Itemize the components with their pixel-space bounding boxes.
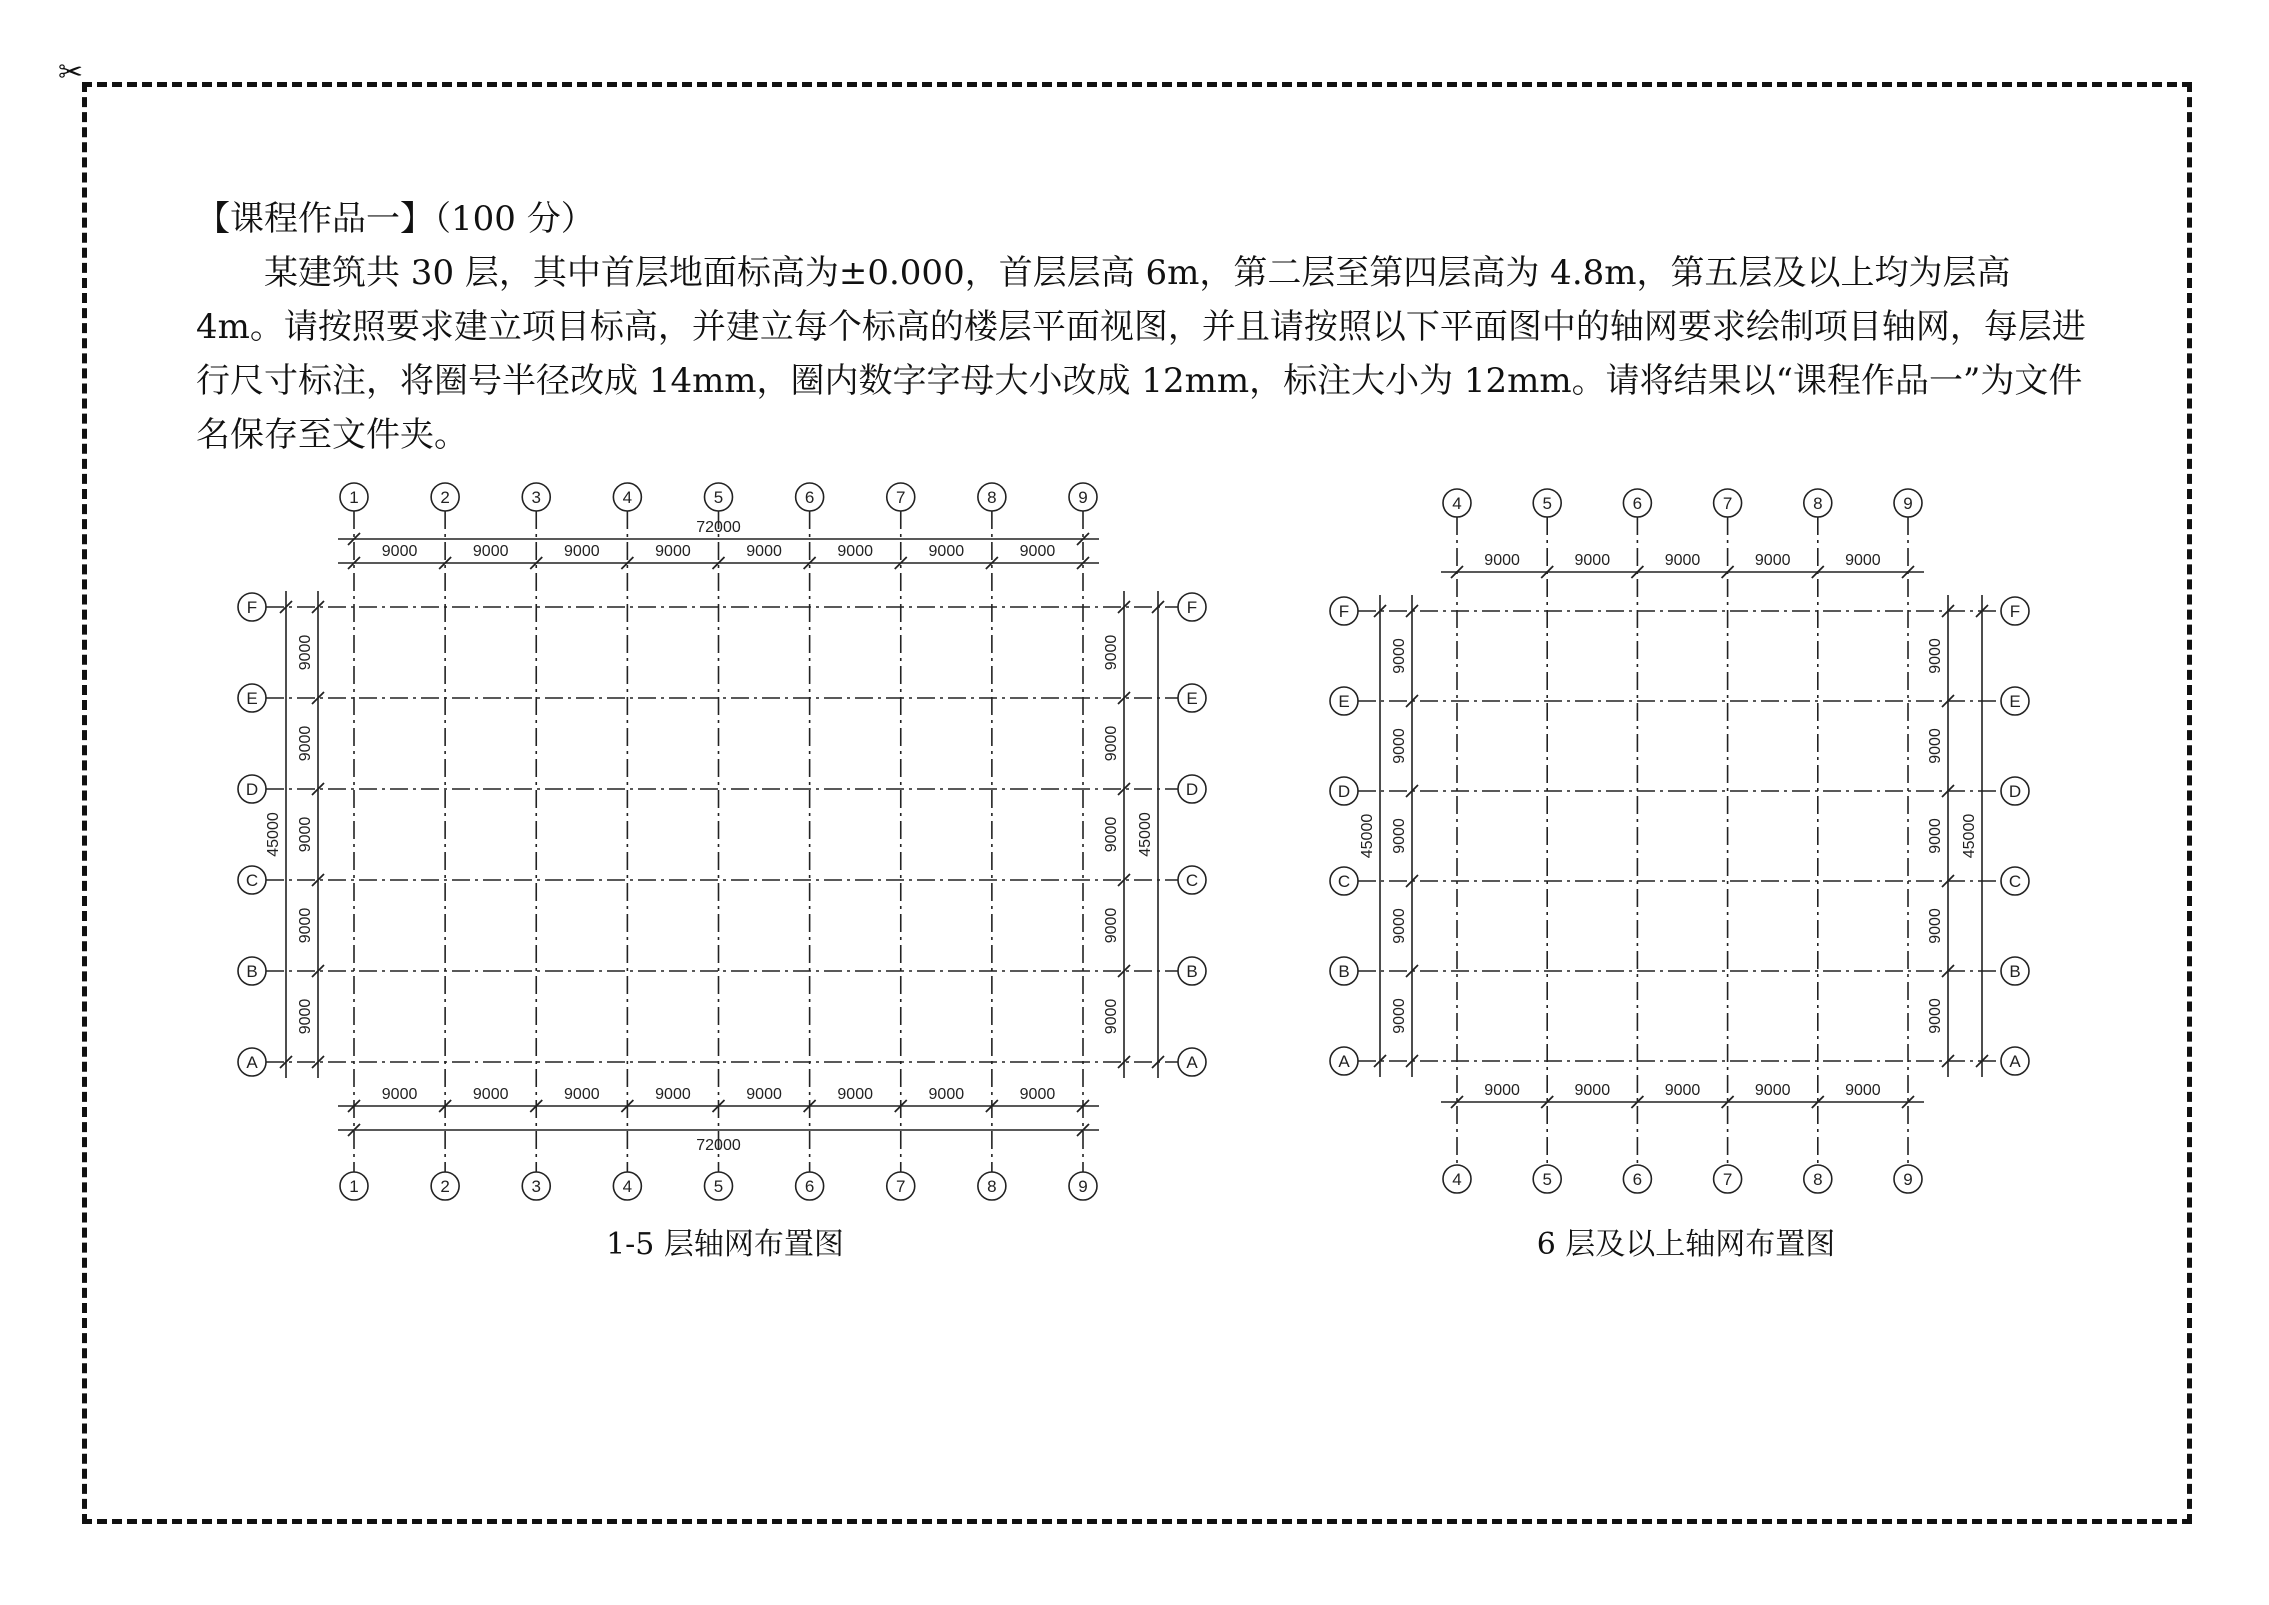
assignment-body: 某建筑共 30 层，其中首层地面标高为±0.000，首层层高 6m，第二层至第四层高为 4.8m，第五层及以上均为层高 4m。请按照要求建立项目标高，并建立每个标高的楼层平面视图，并且请按照以下平面图中的轴网要求绘制项目轴网，每层进行尺寸标注，将圈号半径改成 14mm，圈内数字字母大小改成 12mm，标注大小为 12mm。请将结果以“课程作品一”为文件名保存至文件夹。 <box>196 253 2086 455</box>
plan1-axis-bubble-left-F-label: F <box>1338 602 1350 621</box>
plan0-axis-bubble-left-F-label: F <box>246 598 258 617</box>
plan0-dim-label-right: 9000 <box>1103 634 1120 671</box>
plan1-axis-bubble-bottom-5-label: 5 <box>1542 1170 1552 1189</box>
plan0-dim-label-top: 9000 <box>564 543 600 560</box>
plan1-axis-bubble-bottom-4-label: 4 <box>1452 1170 1462 1189</box>
plan0-axis-bubble-left-C-label: C <box>245 871 259 890</box>
plan0-dim-label-right: 9000 <box>1103 725 1120 762</box>
plan1-dim-label-left: 9000 <box>1391 728 1408 764</box>
plan0-axis-bubble-bottom-7-label: 7 <box>896 1177 906 1196</box>
plan0-dim-label-top: 9000 <box>1019 543 1056 560</box>
plan0-axis-bubble-bottom-6-label: 6 <box>804 1177 815 1196</box>
plan1-total-depth-label-right: 45000 <box>1961 813 1978 859</box>
plan1-dim-label-left: 9000 <box>1391 908 1408 944</box>
plan0-dim-label-bottom: 9000 <box>564 1086 600 1103</box>
plan0-dim-label-left: 9000 <box>297 907 314 944</box>
plan-caption-6-up: 6 层及以上轴网布置图 <box>1536 1227 1836 1262</box>
plan1-axis-bubble-left-A-label: A <box>1338 1052 1350 1071</box>
plan1-axis-bubble-bottom-9-label: 9 <box>1903 1170 1913 1189</box>
plan0-axis-bubble-bottom-2-label: 2 <box>440 1177 450 1196</box>
plan0-axis-bubble-right-C-label: C <box>1185 871 1199 890</box>
plan1-axis-bubble-right-A-label: A <box>2009 1052 2021 1071</box>
assignment-title: 【课程作品一】（100 分） <box>196 199 595 239</box>
plan1-axis-bubble-right-D-label: D <box>2008 782 2022 801</box>
plan0-axis-bubble-top-7-label: 7 <box>896 488 906 507</box>
plan1-axis-bubble-top-9-label: 9 <box>1903 494 1913 513</box>
plan0-dim-label-right: 9000 <box>1103 907 1120 944</box>
scissors-icon: ✂ <box>58 55 84 90</box>
plan1-dim-label-right: 9000 <box>1927 818 1944 854</box>
plan1-axis-bubble-right-E-label: E <box>2009 692 2021 711</box>
plan1-dim-label-right: 9000 <box>1927 998 1944 1034</box>
plan0-axis-bubble-bottom-5-label: 5 <box>713 1177 724 1196</box>
plan1-axis-bubble-bottom-8-label: 8 <box>1813 1170 1823 1189</box>
plan0-axis-bubble-top-4-label: 4 <box>622 488 633 507</box>
plan1-dim-label-top: 9000 <box>1484 552 1520 569</box>
plan1-dim-label-left: 9000 <box>1391 638 1408 674</box>
plan0-axis-bubble-left-D-label: D <box>245 780 259 799</box>
plan1-axis-bubble-right-B-label: B <box>2009 962 2021 981</box>
plan0-dim-label-left: 9000 <box>297 634 314 671</box>
plan1-dim-label-right: 9000 <box>1927 638 1944 674</box>
plan0-dim-label-bottom: 9000 <box>655 1086 691 1103</box>
plan0-dim-label-bottom: 9000 <box>837 1086 873 1103</box>
plan0-axis-bubble-top-8-label: 8 <box>987 488 997 507</box>
plan1-dim-label-top: 9000 <box>1664 552 1701 569</box>
plan1-dim-label-bottom: 9000 <box>1574 1082 1611 1099</box>
plan0-axis-bubble-right-B-label: B <box>1186 962 1198 981</box>
plan1-axis-bubble-top-5-label: 5 <box>1542 494 1552 513</box>
plan0-dim-label-bottom: 9000 <box>1019 1086 1056 1103</box>
plan0-dim-label-top: 9000 <box>746 543 782 560</box>
plan0-axis-bubble-top-9-label: 9 <box>1078 488 1088 507</box>
plan0-dim-label-top: 9000 <box>655 543 691 560</box>
plan0-dim-label-left: 9000 <box>297 998 314 1035</box>
plan0-dim-label-top: 9000 <box>837 543 873 560</box>
plan0-axis-bubble-right-E-label: E <box>1186 689 1198 708</box>
plan1-axis-bubble-left-C-label: C <box>1337 872 1351 891</box>
plan0-dim-label-left: 9000 <box>297 725 314 762</box>
plan0-axis-bubble-right-D-label: D <box>1185 780 1199 799</box>
plan0-dim-label-left: 9000 <box>297 816 314 853</box>
plan0-axis-bubble-left-A-label: A <box>246 1053 258 1072</box>
plan1-axis-bubble-top-4-label: 4 <box>1452 494 1462 513</box>
plan1-dim-label-left: 9000 <box>1391 818 1408 854</box>
plan1-axis-bubble-right-C-label: C <box>2008 872 2022 891</box>
plan0-dim-label-top: 9000 <box>381 543 418 560</box>
plan0-axis-bubble-right-F-label: F <box>1186 598 1198 617</box>
plan1-dim-label-top: 9000 <box>1845 552 1881 569</box>
plan0-axis-bubble-top-5-label: 5 <box>713 488 724 507</box>
plan1-dim-label-left: 9000 <box>1391 998 1408 1034</box>
plan1-dim-label-bottom: 9000 <box>1664 1082 1701 1099</box>
plan0-axis-bubble-top-1-label: 1 <box>349 488 359 507</box>
plan0-dim-label-top: 9000 <box>928 543 965 560</box>
plan1-axis-bubble-left-E-label: E <box>1338 692 1350 711</box>
plan0-axis-bubble-top-6-label: 6 <box>804 488 815 507</box>
plan1-total-depth-label-left: 45000 <box>1359 813 1376 859</box>
plan0-dim-label-top: 9000 <box>472 543 509 560</box>
plan1-axis-bubble-bottom-7-label: 7 <box>1722 1170 1733 1189</box>
plan-caption-1-5: 1-5 层轴网布置图 <box>606 1227 844 1262</box>
plan0-axis-bubble-top-3-label: 3 <box>531 488 541 507</box>
plan0-axis-bubble-top-2-label: 2 <box>440 488 450 507</box>
plan0-axis-bubble-bottom-3-label: 3 <box>531 1177 541 1196</box>
plan1-axis-bubble-left-B-label: B <box>1338 962 1350 981</box>
plan1-dim-label-right: 9000 <box>1927 728 1944 764</box>
plan0-axis-bubble-left-B-label: B <box>246 962 258 981</box>
plan1-dim-label-bottom: 9000 <box>1754 1082 1791 1099</box>
plan1-axis-bubble-right-F-label: F <box>2009 602 2021 621</box>
plan1-dim-label-bottom: 9000 <box>1845 1082 1881 1099</box>
plan1-dim-label-top: 9000 <box>1754 552 1791 569</box>
plan1-axis-bubble-top-8-label: 8 <box>1813 494 1823 513</box>
plan0-axis-bubble-bottom-9-label: 9 <box>1078 1177 1088 1196</box>
plan0-total-width-label-bottom: 72000 <box>696 1137 741 1154</box>
plan0-dim-label-right: 9000 <box>1103 998 1120 1035</box>
plan0-axis-bubble-right-A-label: A <box>1186 1053 1198 1072</box>
plan1-axis-bubble-top-7-label: 7 <box>1722 494 1733 513</box>
plan0-total-depth-label-right: 45000 <box>1137 812 1154 857</box>
plan1-dim-label-bottom: 9000 <box>1484 1082 1520 1099</box>
plan1-dim-label-right: 9000 <box>1927 908 1944 944</box>
plan0-total-width-label-top: 72000 <box>696 519 741 536</box>
plan0-axis-bubble-bottom-8-label: 8 <box>987 1177 997 1196</box>
plan0-dim-label-bottom: 9000 <box>472 1086 509 1103</box>
plan0-total-depth-label-left: 45000 <box>265 812 282 857</box>
plan1-axis-bubble-top-6-label: 6 <box>1632 494 1643 513</box>
plan1-axis-bubble-bottom-6-label: 6 <box>1632 1170 1643 1189</box>
plan0-dim-label-bottom: 9000 <box>746 1086 782 1103</box>
plan0-axis-bubble-bottom-4-label: 4 <box>622 1177 633 1196</box>
plan1-dim-label-top: 9000 <box>1574 552 1611 569</box>
plan0-axis-bubble-bottom-1-label: 1 <box>349 1177 359 1196</box>
plan1-axis-bubble-left-D-label: D <box>1337 782 1351 801</box>
plan0-dim-label-right: 9000 <box>1103 816 1120 853</box>
plan0-dim-label-bottom: 9000 <box>381 1086 418 1103</box>
plan0-dim-label-bottom: 9000 <box>928 1086 965 1103</box>
plan0-axis-bubble-left-E-label: E <box>246 689 258 708</box>
